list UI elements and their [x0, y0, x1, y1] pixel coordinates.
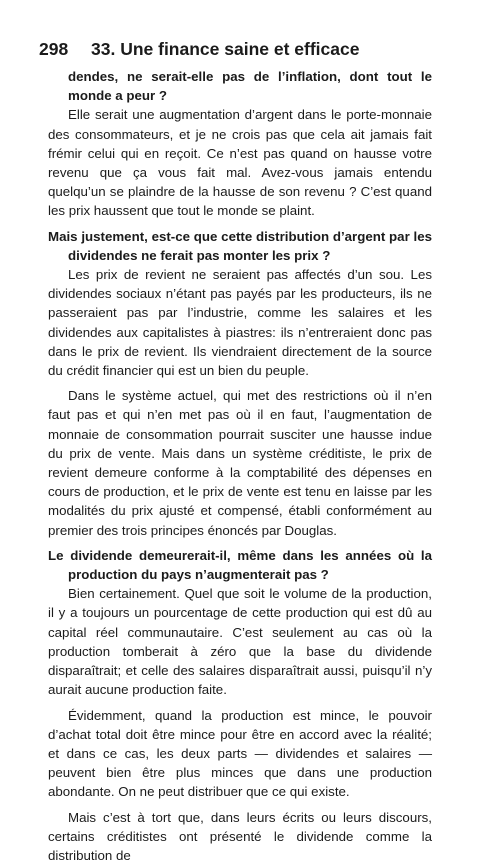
page-number: 298	[39, 39, 69, 59]
answer-paragraph: Mais c’est à tort que, dans leurs écrits ou leurs discours, certains créditistes ont présenté le dividende comme la distribution de	[48, 809, 432, 863]
answer-paragraph: Elle serait une augmentation d’argent dans le porte-monnaie des consommateurs, et je ne crois pas que cela ait jamais fait frémir celui qui en reçoit. Ce n’est pas quand on hausse votre revenu que ça vous fait mal. Avez-vous jamais entendu quelqu’un se plaindre de la hausse de son revenu ? C’est quand les prix haussent que tout le monde se plaint.	[48, 107, 432, 219]
body-text	[48, 67, 432, 865]
chapter-title: 33. Une finance saine et efficace	[91, 39, 360, 59]
question-paragraph: Le dividende demeurerait-il, même dans les années où la production du pays n’augmenterait pas ?	[48, 547, 432, 583]
answer-paragraph: Les prix de revient ne seraient pas affectés d’un sou. Les dividendes sociaux n’étant pas payés par les producteurs, ils ne passeraient pas par l’industrie, comme les salaires et les dividendes aux capitalistes à piastres: ils n’entreraient donc pas dans le prix de revient. Ils viendraient directement de la source du crédit financier qui est un bien du peuple.	[48, 267, 432, 379]
question-continuation: dendes, ne serait-elle pas de l’inflation, dont tout le monde a peur ?	[68, 69, 432, 104]
answer-paragraph: Évidemment, quand la production est mince, le pouvoir d’achat total doit être mince pour être en accord avec la réalité; et dans ce cas, les deux parts — dividendes et salaires — peuvent bien être plus minces que dans une production abondante. On ne peut distribuer que ce qui existe.	[48, 707, 432, 800]
answer-paragraph: Dans le système actuel, qui met des restrictions où il n’en faut pas et qui n’en met pas où il en faut, l’augmentation de monnaie de consommation pourrait susciter une hausse indue du prix de vente. Mais dans un système créditiste, le prix de revient demeure conforme à la comptabilité des dépenses en cours de production, et le prix de vente est tenu en laisse par les modalités du prix ajusté et compensé, établi conformément au premier des trois principes énoncés par Douglas.	[48, 388, 432, 538]
answer-paragraph: Bien certainement. Quel que soit le volume de la production, il y a toujours un pourcentage de cette production qui est dû au capital réel communautaire. C’est seulement au cas où la production tomberait à zéro que la base du dividende disparaîtrait; et celle des salaires disparaîtrait aussi, puisqu’il n’y aurait aucune production faite.	[48, 586, 432, 698]
question-paragraph: Mais justement, est-ce que cette distribution d’argent par les dividendes ne ferait pas monter les prix ?	[48, 228, 432, 263]
running-header	[39, 38, 439, 60]
